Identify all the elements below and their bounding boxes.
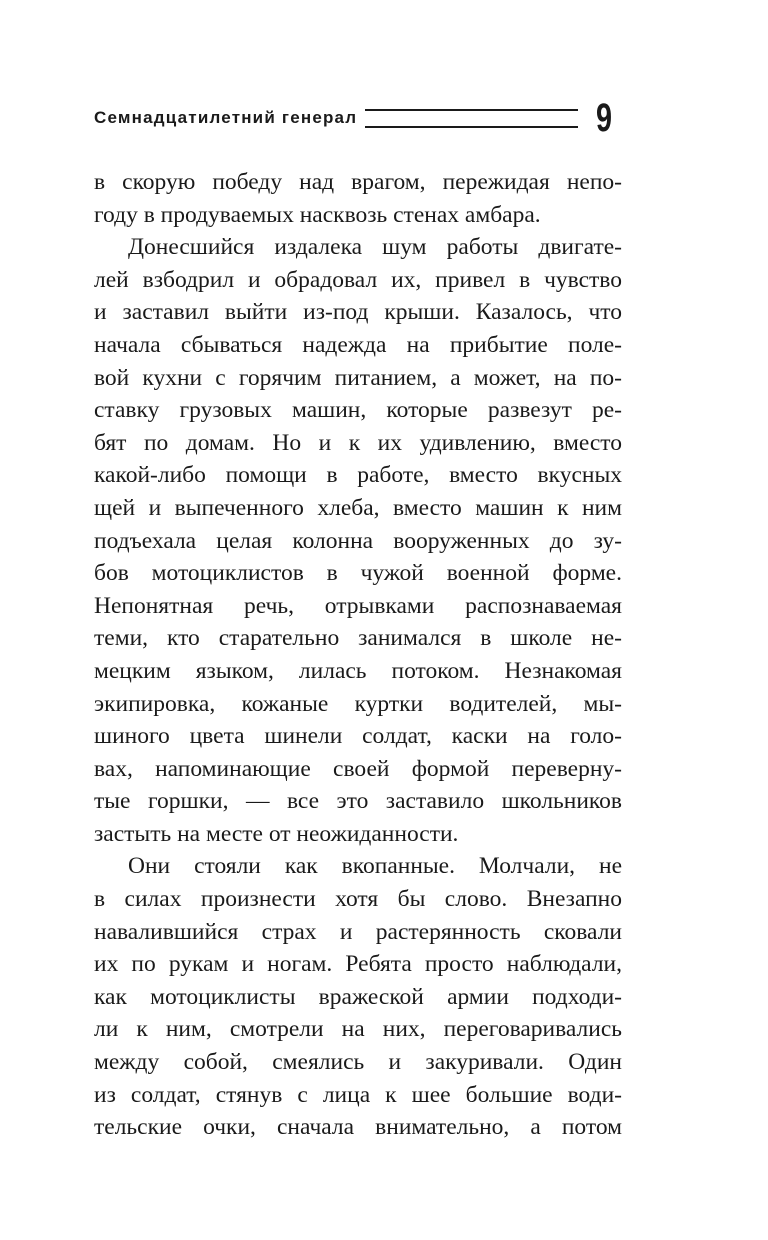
text-line: их по рукам и ногам. Ребята просто наблюдали, [94, 951, 622, 978]
text-line: вах, напоминающие своей формой перевернy- [94, 755, 622, 782]
text-line: какой-либо помощи в работе, вместо вкусных [94, 462, 622, 489]
text-line: бов мотоциклистов в чужой военной форме. [94, 560, 622, 587]
running-head [94, 104, 365, 134]
text-line: тые горшки, — все это заставило школьников [94, 788, 622, 815]
text-line: бят по домам. Но и к их удивлению, вместо [94, 429, 622, 456]
text-line: начала сбываться надежда на прибытие поле- [94, 331, 622, 358]
text-line: Донесшийся издалека шум работы двигате- [128, 234, 622, 261]
text-line: в скорую победу над врагом, пережидая непо- [94, 169, 622, 195]
text-line: ли к ним, смотрели на них, переговаривались [94, 1016, 622, 1043]
text-line: Они стояли как вкопанные. Молчали, не [128, 853, 622, 880]
page-number: 9 [596, 96, 613, 140]
text-line: как мотоциклисты вражеской армии подходи- [94, 983, 622, 1010]
text-line: теми, кто старательно занимался в школе не- [94, 625, 622, 652]
text-line: лей взбодрил и обрадовал их, привел в чувство [94, 266, 622, 293]
text-line: тельские очки, сначала внимательно, а потом [94, 1114, 622, 1141]
body-text [94, 166, 622, 1144]
running-head-title: Семнадцатилетний генерал [94, 108, 358, 127]
text-line: шиного цвета шинели солдат, каски на голо- [94, 723, 622, 750]
text-line: щей и выпеченного хлеба, вместо машин к ним [94, 494, 622, 521]
text-line: и заставил выйти из-под крыши. Казалось, что [94, 299, 622, 326]
text-line: экипировка, кожаные куртки водителей, мы- [94, 690, 622, 717]
text-line: в силах произнести хотя бы слово. Внезапно [94, 886, 622, 913]
text-line: застыть на месте от неожиданности. [94, 820, 459, 847]
text-line: мецким языком, лилась потоком. Незнакомая [94, 657, 622, 684]
text-line: Непонятная речь, отрывками распознаваемая [94, 592, 622, 619]
text-line: навалившийся страх и растерянность сковали [94, 918, 622, 945]
text-line: году в продуваемых насквозь стенах амбара. [94, 201, 541, 228]
text-line: подъехала целая колонна вооруженных до зу- [94, 527, 622, 554]
text-line: между собой, смеялись и закуривали. Один [94, 1049, 622, 1076]
text-line: вой кухни с горячим питанием, а может, на по- [94, 364, 622, 391]
text-line: ставку грузовых машин, которые развезут ре- [94, 397, 622, 424]
text-line: из солдат, стянув с лица к шее большие води- [94, 1081, 622, 1108]
